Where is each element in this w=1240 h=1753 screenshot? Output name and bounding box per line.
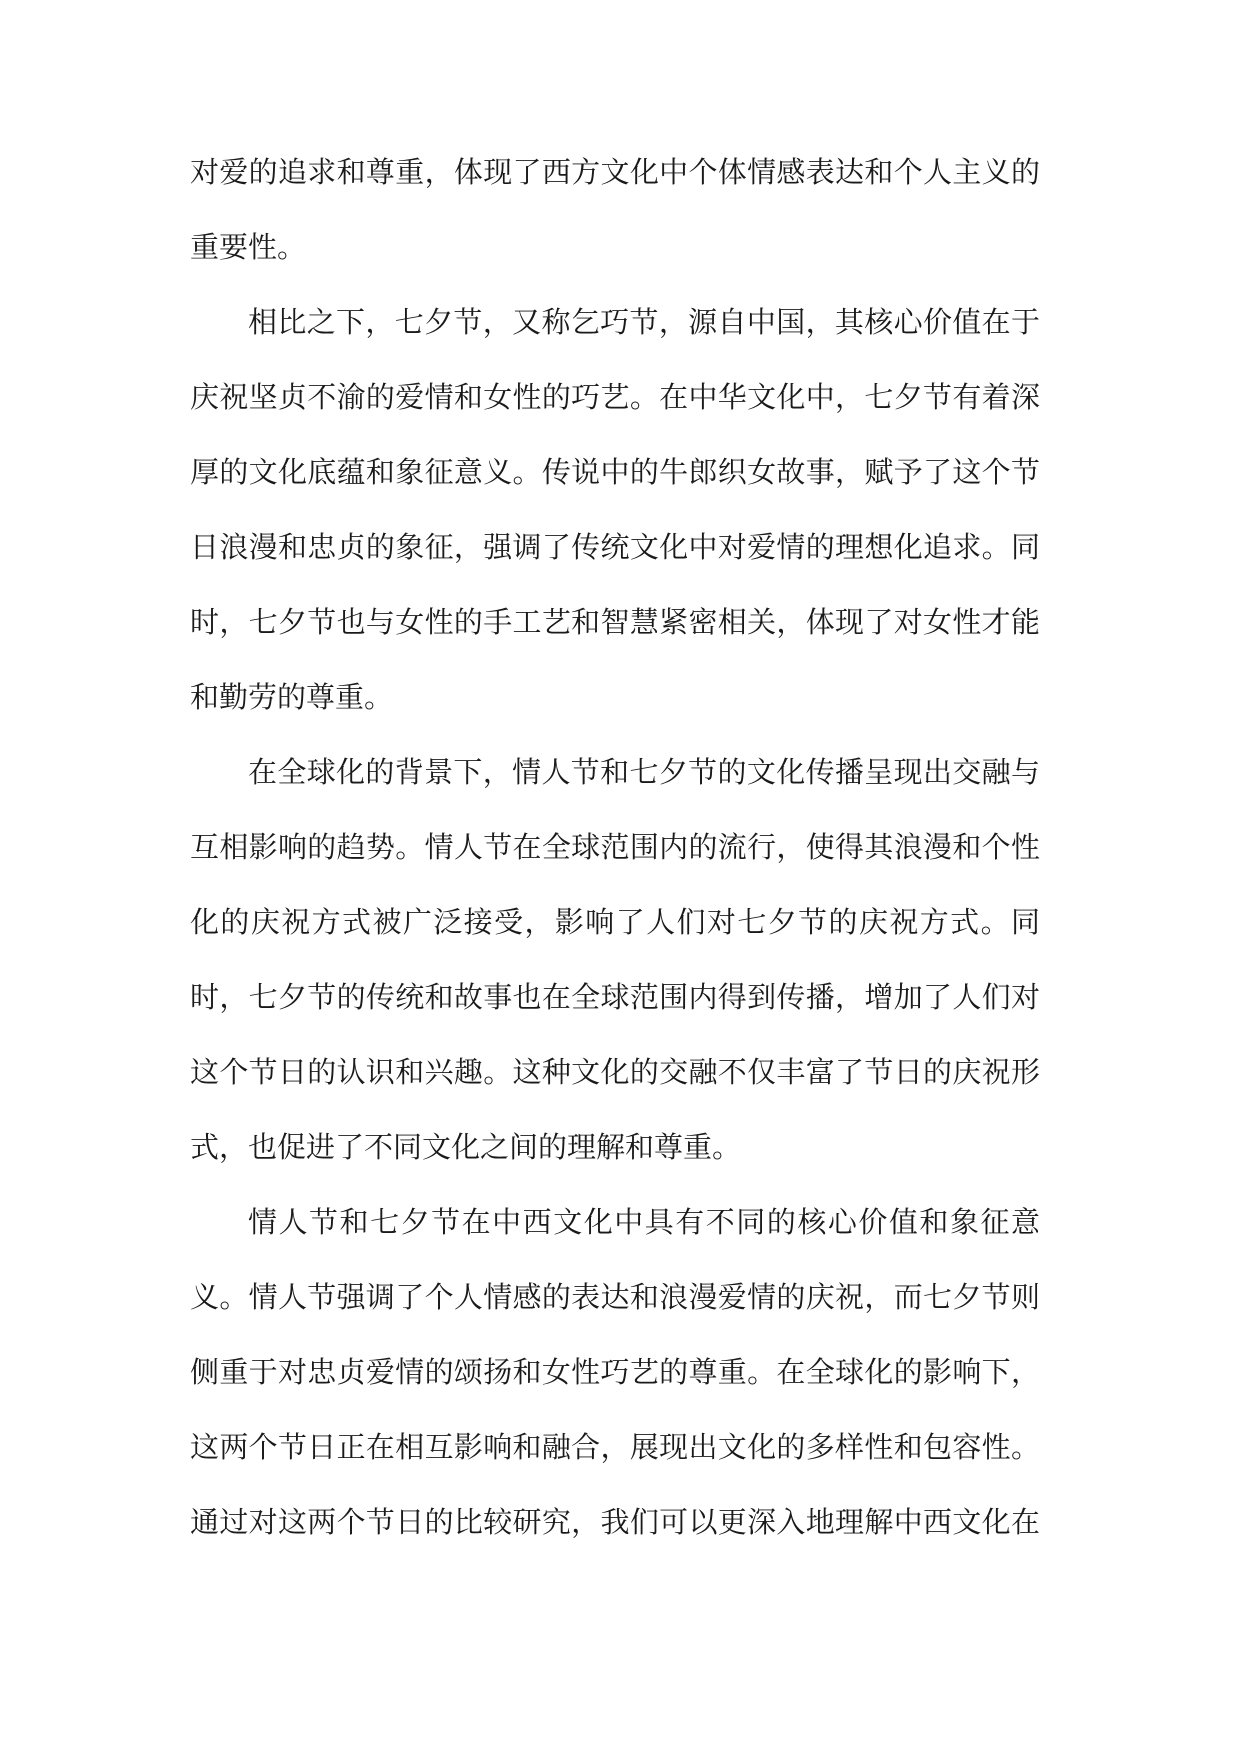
text-line: 这两个节日正在相互影响和融合，展现出文化的多样性和包容性。: [190, 1430, 1040, 1464]
text-line: 厚的文化底蕴和象征意义。传说中的牛郎织女故事，赋予了这个节: [190, 455, 1040, 489]
text-line: 通过对这两个节日的比较研究，我们可以更深入地理解中西文化在: [190, 1505, 1040, 1539]
text-line: 对爱的追求和尊重，体现了西方文化中个体情感表达和个人主义的: [190, 155, 1040, 189]
text-line: 化的庆祝方式被广泛接受，影响了人们对七夕节的庆祝方式。同: [190, 905, 1040, 939]
text-line: 时，七夕节的传统和故事也在全球范围内得到传播，增加了人们对: [190, 980, 1040, 1014]
text-line: 日浪漫和忠贞的象征，强调了传统文化中对爱情的理想化追求。同: [190, 530, 1040, 564]
paragraph-start-line: 在全球化的背景下，情人节和七夕节的文化传播呈现出交融与: [248, 755, 1040, 789]
text-line: 和勤劳的尊重。: [190, 680, 394, 714]
text-line: 重要性。: [190, 230, 307, 264]
paragraph-start-line: 情人节和七夕节在中西文化中具有不同的核心价值和象征意: [248, 1205, 1040, 1239]
body-text: [190, 140, 1040, 1565]
paragraph-start-line: 相比之下，七夕节，又称乞巧节，源自中国，其核心价值在于: [248, 305, 1040, 339]
text-line: 义。情人节强调了个人情感的表达和浪漫爱情的庆祝，而七夕节则: [190, 1280, 1040, 1314]
text-line: 庆祝坚贞不渝的爱情和女性的巧艺。在中华文化中，七夕节有着深: [190, 380, 1040, 414]
text-line: 这个节日的认识和兴趣。这种文化的交融不仅丰富了节日的庆祝形: [190, 1055, 1040, 1089]
text-line: 互相影响的趋势。情人节在全球范围内的流行，使得其浪漫和个性: [190, 830, 1040, 864]
text-line: 时，七夕节也与女性的手工艺和智慧紧密相关，体现了对女性才能: [190, 605, 1040, 639]
text-line: 式，也促进了不同文化之间的理解和尊重。: [190, 1130, 742, 1164]
text-line: 侧重于对忠贞爱情的颂扬和女性巧艺的尊重。在全球化的影响下，: [190, 1355, 1040, 1389]
